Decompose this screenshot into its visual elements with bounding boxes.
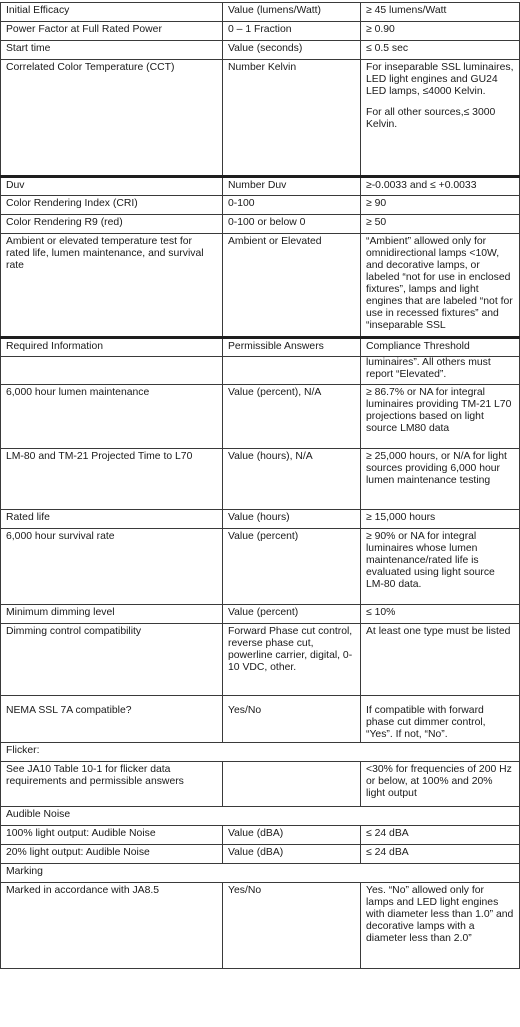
parameter-cell: Correlated Color Temperature (CCT) [1,60,223,177]
threshold-text-extra: For all other sources,≤ 3000 Kelvin. [366,107,496,130]
threshold-cell: Yes. “No” allowed only for lamps and LED light engines with diameter less than 1.0” and decorative lamps with a diameter less than 2.0” [361,883,520,969]
section-row [1,864,520,883]
table-row [1,215,520,234]
table-row [1,762,520,807]
table-row [1,529,520,605]
threshold-cell: luminaires”. All others must report “Elevated”. [361,357,520,385]
answer-cell [223,357,361,385]
threshold-cell: ≥ 15,000 hours [361,510,520,529]
threshold-cell: ≥ 45 lumens/Watt [361,3,520,22]
header-required-information: Required Information [1,338,223,357]
parameter-cell: NEMA SSL 7A compatible? [1,696,223,743]
answer-cell: Value (hours), N/A [223,449,361,510]
threshold-cell: ≤ 24 dBA [361,845,520,864]
threshold-cell: ≥ 0.90 [361,22,520,41]
parameter-cell: Marked in accordance with JA8.5 [1,883,223,969]
table-row [1,60,520,177]
threshold-cell: ≤ 24 dBA [361,826,520,845]
threshold-cell [361,60,520,177]
table-row [1,3,520,22]
parameter-cell [1,357,223,385]
requirements-table [0,2,520,969]
answer-cell: Value (percent), N/A [223,385,361,449]
parameter-cell: Ambient or elevated temperature test for rated life, lumen maintenance, and survival rate [1,234,223,338]
parameter-cell: Minimum dimming level [1,605,223,624]
table-row [1,22,520,41]
table-row [1,385,520,449]
section-label-audible-noise: Audible Noise [1,807,520,826]
answer-cell: Yes/No [223,696,361,743]
table-row [1,624,520,696]
table-row [1,845,520,864]
threshold-cell: ≥ 90% or NA for integral luminaires whose lumen maintenance/rated life is evaluated using light source LM-80 data. [361,529,520,605]
answer-cell: Value (lumens/Watt) [223,3,361,22]
header-compliance-threshold: Compliance Threshold [361,338,520,357]
table-header-row [1,338,520,357]
threshold-cell: ≥ 50 [361,215,520,234]
threshold-cell: ≤ 10% [361,605,520,624]
table-row [1,357,520,385]
parameter-cell: Dimming control compatibility [1,624,223,696]
table-row [1,826,520,845]
parameter-cell: 6,000 hour survival rate [1,529,223,605]
table-row [1,605,520,624]
parameter-cell: Start time [1,41,223,60]
parameter-cell: Color Rendering Index (CRI) [1,196,223,215]
parameter-cell: See JA10 Table 10-1 for flicker data requirements and permissible answers [1,762,223,807]
answer-cell: 0-100 [223,196,361,215]
section-row [1,807,520,826]
answer-cell: Forward Phase cut control, reverse phase cut, powerline carrier, digital, 0-10 VDC, other. [223,624,361,696]
parameter-cell: 100% light output: Audible Noise [1,826,223,845]
threshold-cell: If compatible with forward phase cut dimmer control, “Yes”. If not, “No”. [361,696,520,743]
threshold-cell: ≥ 86.7% or NA for integral luminaires providing TM-21 L70 projections based on light source LM80 data [361,385,520,449]
parameter-cell: Initial Efficacy [1,3,223,22]
answer-cell: 0-100 or below 0 [223,215,361,234]
header-permissible-answers: Permissible Answers [223,338,361,357]
table-row [1,234,520,338]
answer-cell: 0 – 1 Fraction [223,22,361,41]
threshold-cell: ≥ 90 [361,196,520,215]
answer-cell: Value (percent) [223,529,361,605]
answer-cell: Value (seconds) [223,41,361,60]
answer-cell [223,762,361,807]
parameter-cell: Power Factor at Full Rated Power [1,22,223,41]
parameter-cell: Color Rendering R9 (red) [1,215,223,234]
answer-cell: Value (hours) [223,510,361,529]
threshold-cell: ≥ 25,000 hours, or N/A for light sources providing 6,000 hour lumen maintenance testing [361,449,520,510]
table-row [1,177,520,196]
section-label-flicker: Flicker: [1,743,520,762]
section-label-marking: Marking [1,864,520,883]
parameter-cell: Rated life [1,510,223,529]
threshold-cell: ≤ 0.5 sec [361,41,520,60]
answer-cell: Yes/No [223,883,361,969]
threshold-cell: “Ambient” allowed only for omnidirectional lamps <10W, and decorative lamps, or labeled “not for use in enclosed fixtures”, lamps and light engines that are labeled “not for use in recessed fixtures” and “inseparable SSL [361,234,520,338]
table-row [1,696,520,743]
answer-cell: Value (dBA) [223,826,361,845]
parameter-cell: Duv [1,177,223,196]
answer-cell: Number Kelvin [223,60,361,177]
threshold-cell: At least one type must be listed [361,624,520,696]
parameter-cell: 6,000 hour lumen maintenance [1,385,223,449]
table-row [1,510,520,529]
table-row [1,449,520,510]
threshold-cell: <30% for frequencies of 200 Hz or below, at 100% and 20% light output [361,762,520,807]
threshold-cell: ≥-0.0033 and ≤ +0.0033 [361,177,520,196]
section-row [1,743,520,762]
parameter-cell: 20% light output: Audible Noise [1,845,223,864]
parameter-cell: LM-80 and TM-21 Projected Time to L70 [1,449,223,510]
threshold-text: For inseparable SSL luminaires, LED light engines and GU24 LED lamps, ≤4000 Kelvin. [366,62,514,97]
table-row [1,196,520,215]
table-row [1,41,520,60]
table-row [1,883,520,969]
answer-cell: Ambient or Elevated [223,234,361,338]
answer-cell: Value (dBA) [223,845,361,864]
answer-cell: Value (percent) [223,605,361,624]
answer-cell: Number Duv [223,177,361,196]
